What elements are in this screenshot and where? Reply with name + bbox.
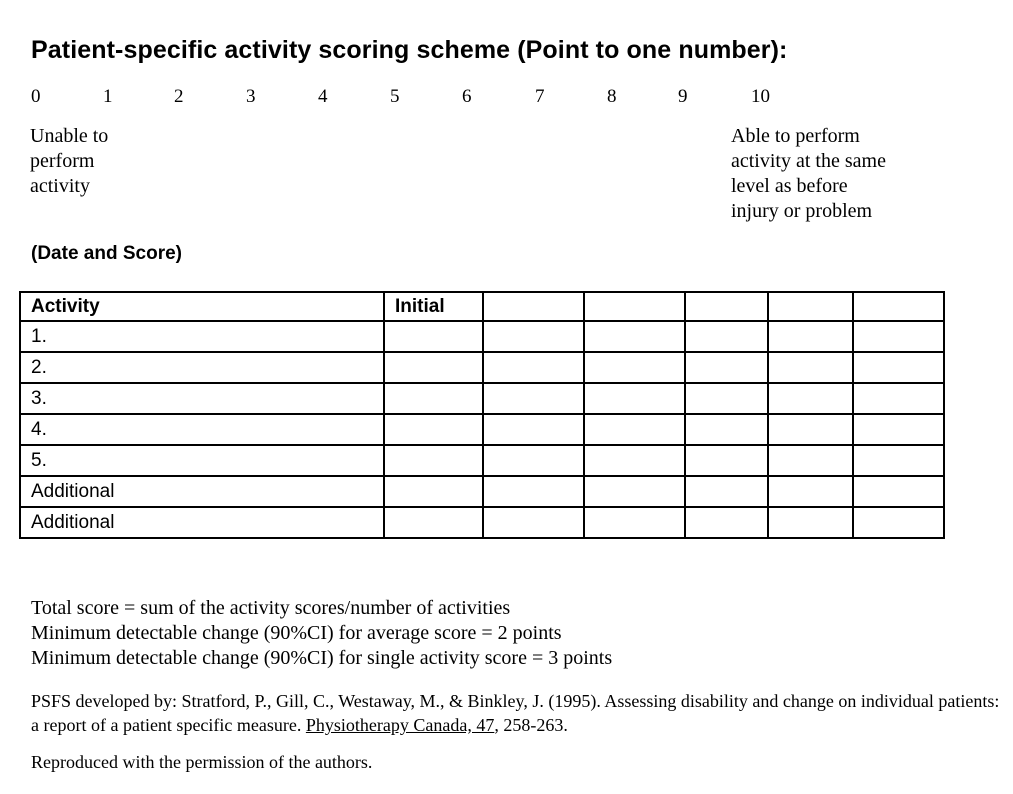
- scale-number-9[interactable]: 9: [678, 86, 688, 107]
- score-cell[interactable]: [685, 507, 768, 538]
- scale-number-1[interactable]: 1: [103, 86, 113, 107]
- score-cell[interactable]: [384, 321, 483, 352]
- column-header-date[interactable]: [483, 292, 584, 321]
- activity-label: 3.: [20, 383, 384, 414]
- table-header-row: [20, 292, 944, 321]
- score-cell[interactable]: [384, 352, 483, 383]
- citation: [31, 689, 1001, 737]
- scale-number-8[interactable]: 8: [607, 86, 617, 107]
- column-header-initial: Initial: [384, 292, 483, 321]
- score-cell[interactable]: [483, 507, 584, 538]
- activity-label: 5.: [20, 445, 384, 476]
- score-cell[interactable]: [483, 445, 584, 476]
- score-cell[interactable]: [384, 476, 483, 507]
- scale-number-3[interactable]: 3: [246, 86, 256, 107]
- score-cell[interactable]: [853, 321, 944, 352]
- table-row: [20, 352, 944, 383]
- score-cell[interactable]: [483, 383, 584, 414]
- citation-text: PSFS developed by: Stratford, P., Gill, C., Westaway, M., & Binkley, J. (1995). Assessing disability and change on individual patients: a report of a patient specific measure.: [31, 691, 1000, 735]
- scale-number-7[interactable]: 7: [535, 86, 545, 107]
- score-cell[interactable]: [584, 321, 685, 352]
- table-row: [20, 321, 944, 352]
- low-anchor-line: perform: [30, 150, 95, 172]
- score-cell[interactable]: [483, 414, 584, 445]
- score-cell[interactable]: [685, 321, 768, 352]
- high-anchor-line: injury or problem: [731, 200, 873, 222]
- score-cell[interactable]: [768, 414, 853, 445]
- score-cell[interactable]: [768, 352, 853, 383]
- scale-number-4[interactable]: 4: [318, 86, 328, 107]
- table-row: [20, 414, 944, 445]
- scoring-notes: [31, 596, 612, 671]
- scale-number-10[interactable]: 10: [751, 86, 770, 107]
- score-cell[interactable]: [853, 383, 944, 414]
- score-cell[interactable]: [584, 445, 685, 476]
- activity-label: 1.: [20, 321, 384, 352]
- score-cell[interactable]: [768, 321, 853, 352]
- score-cell[interactable]: [768, 476, 853, 507]
- page-title: Patient-specific activity scoring scheme (Point to one number):: [31, 36, 788, 64]
- total-score-note: Total score = sum of the activity scores/number of activities: [31, 597, 511, 619]
- high-anchor-label: [731, 124, 931, 224]
- score-cell[interactable]: [584, 476, 685, 507]
- score-cell[interactable]: [853, 414, 944, 445]
- score-cell[interactable]: [685, 352, 768, 383]
- table-row: [20, 383, 944, 414]
- score-cell[interactable]: [768, 507, 853, 538]
- table-row: [20, 476, 944, 507]
- score-cell[interactable]: [853, 507, 944, 538]
- score-cell[interactable]: [384, 445, 483, 476]
- high-anchor-line: activity at the same: [731, 150, 886, 172]
- column-header-date[interactable]: [853, 292, 944, 321]
- scale-number-5[interactable]: 5: [390, 86, 400, 107]
- activity-label: Additional: [20, 507, 384, 538]
- score-cell[interactable]: [853, 445, 944, 476]
- citation-pages: , 258-263.: [494, 715, 568, 735]
- score-cell[interactable]: [768, 383, 853, 414]
- score-cell[interactable]: [483, 476, 584, 507]
- score-cell[interactable]: [853, 476, 944, 507]
- column-header-date[interactable]: [685, 292, 768, 321]
- low-anchor-line: activity: [30, 175, 90, 197]
- high-anchor-line: Able to perform: [731, 125, 860, 147]
- scale-number-0[interactable]: 0: [31, 86, 41, 107]
- column-header-date[interactable]: [584, 292, 685, 321]
- low-anchor-label: [30, 124, 170, 199]
- score-cell[interactable]: [685, 476, 768, 507]
- score-cell[interactable]: [584, 352, 685, 383]
- scale-number-6[interactable]: 6: [462, 86, 472, 107]
- table-row: [20, 445, 944, 476]
- date-score-heading: (Date and Score): [31, 243, 182, 264]
- column-header-activity: Activity: [20, 292, 384, 321]
- score-cell[interactable]: [483, 352, 584, 383]
- score-cell[interactable]: [584, 383, 685, 414]
- activity-label: 4.: [20, 414, 384, 445]
- journal-link[interactable]: Physiotherapy Canada, 47: [305, 715, 495, 735]
- high-anchor-line: level as before: [731, 175, 848, 197]
- scale-number-2[interactable]: 2: [174, 86, 184, 107]
- score-cell[interactable]: [384, 507, 483, 538]
- score-cell[interactable]: [584, 414, 685, 445]
- score-cell[interactable]: [768, 445, 853, 476]
- single-mdc-note: Minimum detectable change (90%CI) for single activity score = 3 points: [31, 647, 613, 669]
- low-anchor-line: Unable to: [30, 125, 109, 147]
- table-row: [20, 507, 944, 538]
- score-cell[interactable]: [483, 321, 584, 352]
- score-cell[interactable]: [584, 507, 685, 538]
- activity-label: Additional: [20, 476, 384, 507]
- score-cell[interactable]: [685, 445, 768, 476]
- score-cell[interactable]: [853, 352, 944, 383]
- score-cell[interactable]: [384, 414, 483, 445]
- activity-table: [19, 291, 945, 539]
- score-cell[interactable]: [685, 383, 768, 414]
- score-cell[interactable]: [685, 414, 768, 445]
- permission-note: Reproduced with the permission of the authors.: [31, 752, 373, 772]
- average-mdc-note: Minimum detectable change (90%CI) for average score = 2 points: [31, 622, 562, 644]
- score-cell[interactable]: [384, 383, 483, 414]
- activity-label: 2.: [20, 352, 384, 383]
- column-header-date[interactable]: [768, 292, 853, 321]
